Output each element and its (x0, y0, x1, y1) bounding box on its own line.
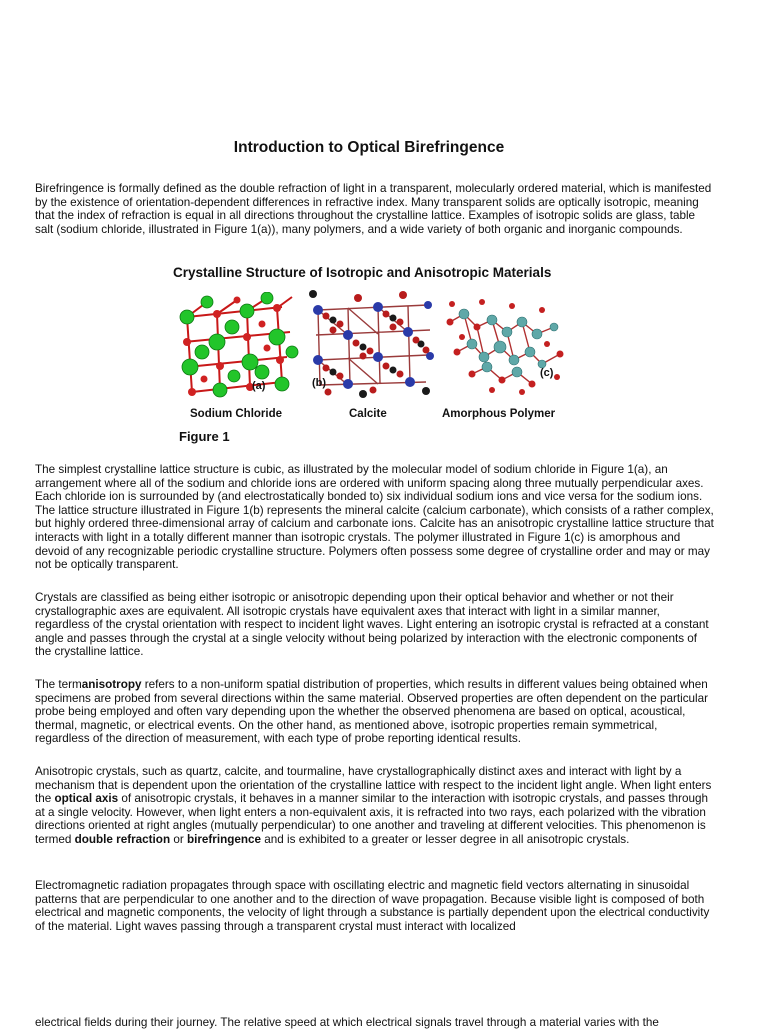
caption-sodium-chloride: Sodium Chloride (190, 408, 282, 420)
figure-1 (170, 264, 580, 449)
label-c: (c) (540, 367, 554, 379)
paragraph-electromagnetic-radiation: Electromagnetic radiation propagates through space with oscillating electric and magnetic field vectors alternating in sinusoidal patterns that are perpendicular to one another and to the direction of wave propagation. Because visible light is composed of both electrical and magnetic components, the velocity of light through a substance is partially dependent upon the electrical conductivity of the material. Light waves passing through a transparent crystal must interact with localized (35, 879, 710, 933)
page-title: Introduction to Optical Birefringence (233, 139, 505, 156)
figure-title: Crystalline Structure of Isotropic and Anisotropic Materials (173, 265, 552, 280)
term-birefringence: birefringence (186, 832, 262, 846)
term-optical-axis: optical axis (54, 792, 119, 806)
anisotropic-text-g: and is exhibited to a greater or lesser degree in all anisotropic crystals. (261, 832, 630, 846)
anisotropy-text-c: refers to a non-uniform spatial distribution of properties, which results in different values being obtained when specimens are probed from several directions within the same material. Observed properties are often dependent on the particular probe being employed and often vary depending upon the whether the observed phenomena are based on optical, acoustical, thermal, magnetic, or electrical events. On the other hand, as mentioned above, isotropic properties remain symmetrical, regardless of the direction of measurement, with each type of probe reporting identical results. (35, 678, 709, 746)
label-b: (b) (312, 377, 327, 389)
label-a: (a) (252, 380, 266, 392)
anisotropic-text-a: Anisotropic crystals, such as quartz, calcite, and tourmaline, have crystallographically distinct axes and interact with light by a mechanism that is dependent upon the orientation of the crystalline lattice with respect to the incident light angle. When light enters the (35, 765, 712, 806)
calcite-lattice-image (308, 290, 438, 402)
anisotropy-text-a: The term (35, 678, 82, 691)
amorphous-polymer-image (442, 292, 567, 398)
paragraph-crystal-classification: Crystals are classified as being either isotropic or anisotropic depending upon their optical behavior and whether or not their crystallographic axes are equivalent. All isotropic crystals have equivalent axes that interact with light in a similar manner, regardless of the crystal orientation with respect to incident light waves. Light entering an isotropic crystal is refracted at a constant angle and passes through the crystal at a single velocity without being polarized by interaction with the electronic components of the crystalline lattice. (35, 591, 709, 659)
paragraph-anisotropy (35, 678, 715, 746)
anisotropic-text-c: of anisotropic crystals, it behaves in a manner similar to the interaction with isotropic crystals, and passes through at a single velocity. However, when light enters a non-equivalent axis, it is refracted into two rays, each polarized with the vibration directions oriented at right angles (mutually perpendicular) to one another and traveling at different velocities. This phenomenon is termed (35, 792, 709, 846)
sodium-chloride-lattice-image (172, 292, 302, 404)
caption-amorphous-polymer: Amorphous Polymer (442, 408, 556, 420)
term-anisotropy: anisotropy (81, 678, 142, 691)
paragraph-anisotropic-crystals (35, 765, 715, 847)
paragraph-continuation: electrical fields during their journey. The relative speed at which electrical signals travel through a material varies with the (35, 1016, 659, 1029)
figure-number: Figure 1 (179, 429, 230, 444)
anisotropic-text-e: or (170, 832, 187, 846)
paragraph-cubic-lattice: The simplest crystalline lattice structure is cubic, as illustrated by the molecular model of sodium chloride in Figure 1(a), an arrangement where all of the sodium and chloride ions are ordered with uniform spacing along three mutually perpendicular axes. Each chloride ion is surrounded by (and electrostatically bonded to) six individual sodium ions and vice versa for the sodium ions. The lattice structure illustrated in Figure 1(b) represents the mineral calcite (calcium carbonate), which consists of a rather complex, but highly ordered three-dimensional array of calcium and carbonate ions. Calcite has an anisotropic crystalline lattice structure that interacts with light in a totally different manner than isotropic crystals. The polymer illustrated in Figure 1(c) is amorphous and devoid of any recognizable periodic crystalline structure. Polymers often possess some degree of crystalline order and may or may not be optically transparent. (35, 463, 714, 572)
term-double-refraction: double refraction (74, 832, 171, 846)
caption-calcite: Calcite (349, 408, 387, 420)
paragraph-intro: Birefringence is formally defined as the double refraction of light in a transparent, molecularly ordered material, which is manifested by the existence of orientation-dependent differences in refractive index. Many transparent solids are optically isotropic, meaning that the index of refraction is equal in all directions throughout the crystalline lattice. Examples of isotropic solids are glass, table salt (sodium chloride, illustrated in Figure 1(a)), many polymers, and a wide variety of both organic and inorganic compounds. (35, 182, 712, 236)
